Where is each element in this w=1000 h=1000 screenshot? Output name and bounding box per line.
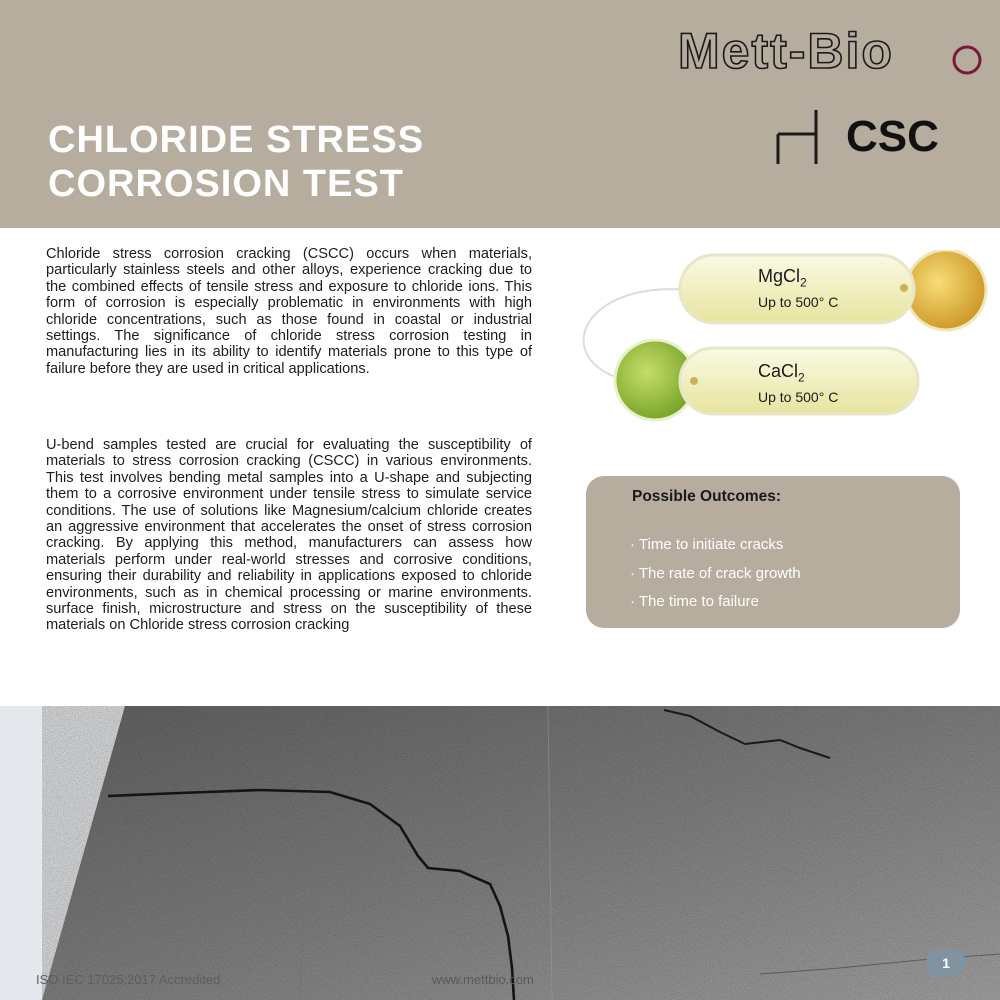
page-title: CHLORIDE STRESS CORROSION TEST [48,119,425,205]
metal-surface [42,706,1000,1000]
outcome-item: · Time to initiate cracks [630,536,784,553]
mgcl2-label [758,266,838,311]
solution-capsules [560,250,1000,425]
possible-outcomes-box [586,476,960,628]
cacl2-temperature: Up to 500° C [758,388,839,405]
cracked-metal-photo [0,706,1000,1000]
cacl2-formula [758,361,838,388]
mett-bio-logo [676,22,986,78]
intro-paragraph: Chloride stress corrosion cracking (CSCC) occurs when materials, particularly stainless steels and other alloys, experience cracking due to the combined effects of tensile stress and exposure to chloride ions. This form of corrosion is especially problematic in environments with high chloride concentrations, such as those found in coastal or industrial settings. The significance of chloride stress corrosion testing in manufacturing lies in its ability to identify materials prone to this type of failure before they are used in critical applications. [46,246,532,377]
header-band [0,0,1000,228]
cacl2-formula-subscript: 2 [798,370,805,385]
mgcl2-formula-base: MgCl [758,266,801,286]
mgcl2-capsule-hole [900,284,908,292]
outcomes-title: Possible Outcomes: [632,488,782,505]
page-number-badge: 1 [926,950,966,976]
website-text[interactable]: www.mettbio.com [432,972,534,987]
cacl2-label [758,361,838,406]
outcome-item: · The time to failure [630,593,759,610]
ubend-paragraph: U-bend samples tested are crucial for evaluating the susceptibility of materials to stress corrosion cracking (CSCC) in various environments. This test involves bending metal samples into a U-shape and subjecting them to a corrosive environment under tensile stress to simulate service conditions. The use of solutions like Magnesium/calcium chloride creates an aggressive environment that accelerates the onset of stress corrosion cracking. By applying this method, manufacturers can assess how materials perform under real-world stresses and corrosive conditions, ensuring their durability and reliability in applications exposed to chloride environments, such as in chemical processing or marine environments. surface finish, microstructure and stress on the susceptibility of these materials on Chloride stress corrosion cracking [46,437,532,634]
cacl2-capsule-hole [690,377,698,385]
mgcl2-temperature: Up to 500° C [758,293,839,310]
accreditation-text: ISO IEC 17025:2017 Accredited [36,972,221,987]
outcomes-list [630,531,801,617]
gold-disc [906,250,986,330]
csc-badge-text: CSC [846,112,939,161]
cacl2-formula-base: CaCl [758,361,799,381]
mgcl2-formula [758,266,838,293]
outcome-item: · The rate of crack growth [630,564,801,582]
logo-accent-ring [954,47,980,73]
logo-wordmark: Mett-Bio [678,23,894,78]
mgcl2-formula-subscript: 2 [800,275,807,290]
csc-symbol-icon [774,106,824,168]
